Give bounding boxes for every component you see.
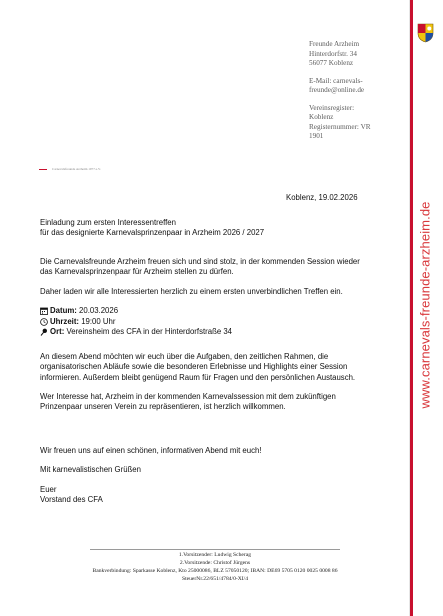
register-line: Koblenz [309, 113, 334, 121]
time-row [40, 317, 415, 328]
clock-icon [40, 318, 50, 326]
footer-line: 2.Vorsitzende: Christof Jürgens [179, 560, 251, 566]
subject-line: Einladung zum ersten Interessentreffen [40, 218, 176, 227]
date-label: Datum: [50, 306, 77, 316]
footer [70, 549, 360, 583]
register-line: Vereinsregister: [309, 103, 355, 112]
time-label: Uhrzeit: [50, 316, 80, 326]
intro-line: das Karnevalsprinzenpaar für Arzheim stellen zu dürfen. [40, 267, 234, 277]
info-line: An diesem Abend möchten wir euch über die Aufgaben, den zeitlichen Rahmen, die [40, 352, 329, 361]
address-line: 56077 Koblenz [309, 59, 354, 67]
calendar-icon [40, 307, 50, 315]
welcome-line: Prinzenpaar unseren Verein zu repräsentieren, ist herzlich willkommen. [40, 402, 286, 412]
info-line: informieren. Außerdem bleibt genügend Raum für Fragen und den persönlichen Austausch. [40, 372, 356, 382]
intro-line: Die Carnevalsfreunde Arzheim freuen sich und sind stolz, in der kommenden Session wieder [40, 257, 360, 266]
intro-paragraph [40, 257, 415, 278]
time-value: 19:00 Uhr [79, 316, 116, 326]
place-value: Vereinsheim des CFA in der Hinterdorfstraße 34 [64, 327, 233, 337]
date-row [40, 306, 415, 317]
footer-divider [90, 549, 340, 550]
letter-date: Koblenz, 19.02.2026 [286, 193, 358, 202]
signature-line: Euer [40, 485, 57, 494]
date-value: 20.03.2026 [76, 306, 119, 316]
address-line: Hinterdorfstr. 34 [309, 49, 357, 58]
pin-icon [40, 328, 50, 336]
event-details [40, 306, 415, 338]
welcome-paragraph [40, 392, 415, 413]
subject-line: für das designierte Karnevalsprinzenpaar in Arzheim 2026 / 2027 [40, 228, 265, 238]
invite-paragraph: Daher laden wir alle Interessierten herzlich zu einem ersten unverbindlichen Treffen ein. [40, 287, 343, 296]
welcome-line: Wer Interesse hat, Arzheim in der kommenden Karnevalssession mit dem zukünftigen [40, 392, 336, 401]
address-line: Freunde Arzheim [309, 40, 360, 48]
sender-mark [39, 169, 47, 170]
address-block [309, 40, 405, 142]
info-line: organisatorischen Abläufe sowie die besonderen Erlebnisse und Highlights einer Session [40, 362, 348, 372]
register-line: 1901 [309, 132, 324, 140]
email-line: freunde@online.de [309, 86, 365, 94]
signature-line: Vorstand des CFA [40, 495, 103, 505]
place-label: Ort: [50, 327, 65, 337]
sender-line [39, 167, 101, 171]
email-line: E-Mail: carnevals- [309, 76, 363, 85]
info-paragraph [40, 352, 415, 383]
crest-icon [417, 23, 434, 43]
footer-line: Bankverbindung: Sparkasse Koblenz, Kto 25000086, BLZ 57050120; IBAN: DE69 5705 0120 0025 0008 86 [92, 568, 338, 574]
signature [40, 485, 415, 506]
website-vertical-text: www.carnevals-freunde-arzheim.de [417, 201, 433, 409]
closing-line: Wir freuen uns auf einen schönen, informativen Abend mit euch! [40, 446, 262, 455]
sender-text: Carnevalsfreunde Arzheim 1977 e.V. [52, 167, 101, 171]
place-row [40, 327, 415, 338]
footer-line: SteuerNr.22/651/4784/0-XI/4 [181, 576, 249, 582]
footer-line: 1.Vorsitzender: Ludwig Scherag [178, 552, 252, 558]
greeting-line: Mit karnevalistischen Grüßen [40, 465, 141, 474]
subject [40, 218, 415, 239]
register-line: Registernummer: VR [309, 122, 371, 131]
